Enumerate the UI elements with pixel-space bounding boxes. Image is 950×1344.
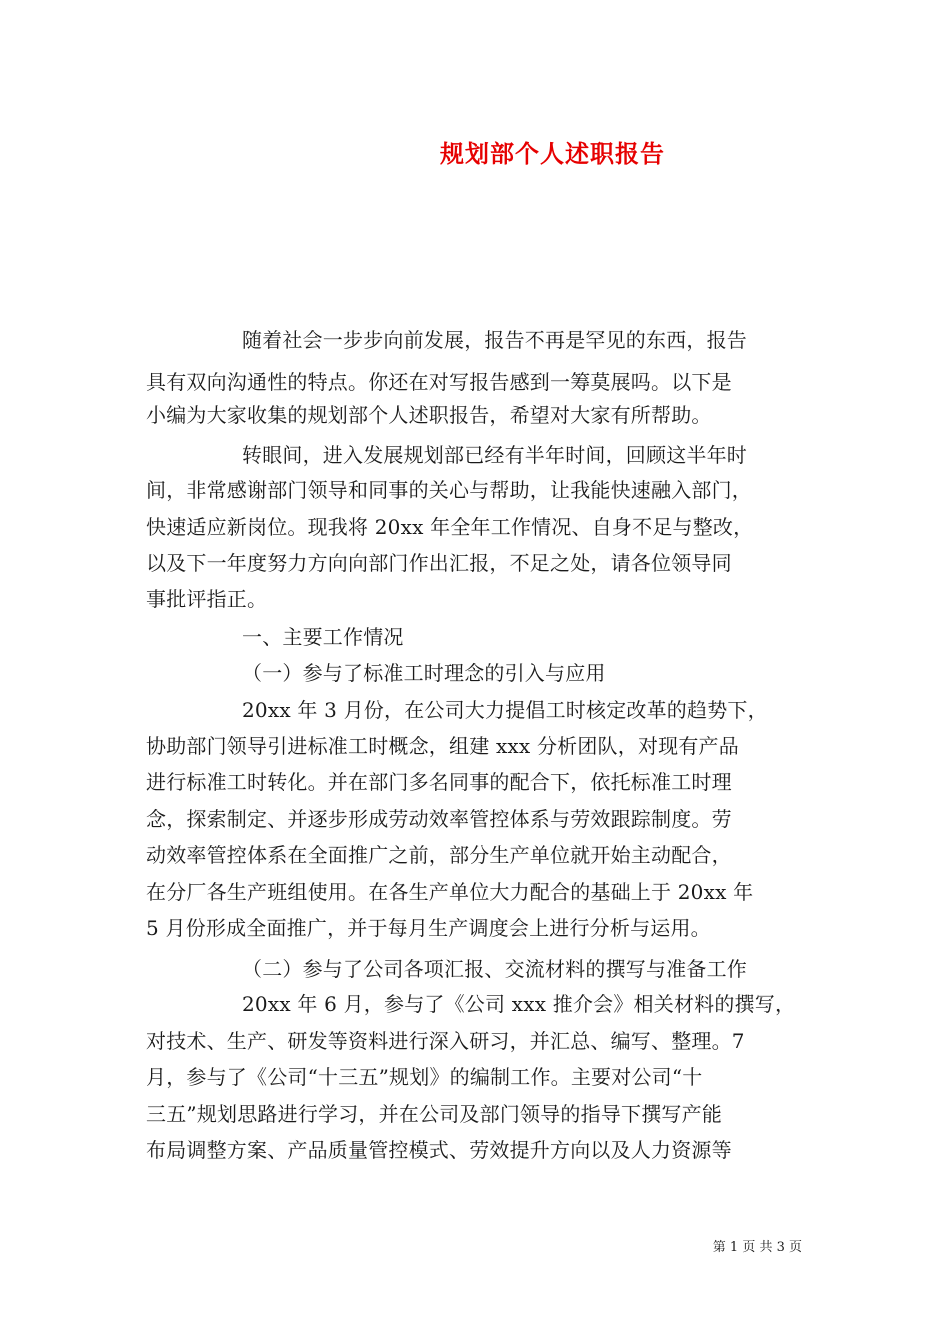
page-number-footer: 第 1 页 共 3 页 — [712, 1240, 802, 1255]
document-title: 规划部个人述职报告 — [440, 139, 665, 168]
section-heading: 一、主要工作情况 — [242, 625, 404, 649]
body-line: 具有双向沟通性的特点。你还在对写报告感到一筹莫展吗。以下是 — [146, 370, 732, 394]
body-line: 5 月份形成全面推广，并于每月生产调度会上进行分析与运用。 — [146, 916, 711, 940]
body-line: 20xx 年 3 月份，在公司大力提倡工时核定改革的趋势下， — [242, 698, 768, 722]
body-line: 快速适应新岗位。现我将 20xx 年全年工作情况、自身不足与整改， — [146, 515, 754, 539]
body-line: 动效率管控体系在全面推广之前，部分生产单位就开始主动配合， — [146, 843, 732, 867]
subsection-heading: （一）参与了标准工时理念的引入与应用 — [242, 661, 606, 685]
subsection-heading: （二）参与了公司各项汇报、交流材料的撰写与准备工作 — [242, 957, 747, 981]
body-line: 月，参与了《公司“十三五”规划》的编制工作。主要对公司“十 — [146, 1065, 703, 1089]
body-line: 布局调整方案、产品质量管控模式、劳效提升方向以及人力资源等 — [146, 1138, 732, 1162]
body-line: 随着社会一步步向前发展，报告不再是罕见的东西，报告 — [242, 328, 747, 352]
body-line: 间，非常感谢部门领导和同事的关心与帮助，让我能快速融入部门， — [146, 478, 752, 502]
body-line: 三五”规划思路进行学习，并在公司及部门领导的指导下撰写产能 — [146, 1102, 723, 1126]
body-line: 小编为大家收集的规划部个人述职报告，希望对大家有所帮助。 — [146, 403, 712, 427]
body-line: 转眼间，进入发展规划部已经有半年时间，回顾这半年时 — [242, 443, 747, 467]
body-line: 事批评指正。 — [146, 587, 268, 611]
body-line: 在分厂各生产班组使用。在各生产单位大力配合的基础上于 20xx 年 — [146, 880, 754, 904]
body-line: 协助部门领导引进标准工时概念，组建 xxx 分析团队，对现有产品 — [146, 734, 739, 758]
body-line: 进行标准工时转化。并在部门多名同事的配合下，依托标准工时理 — [146, 770, 732, 794]
body-line: 以及下一年度努力方向向部门作出汇报，不足之处，请各位领导同 — [146, 551, 732, 575]
body-line: 20xx 年 6 月，参与了《公司 xxx 推介会》相关材料的撰写， — [242, 992, 796, 1016]
body-line: 对技术、生产、研发等资料进行深入研习，并汇总、编写、整理。7 — [146, 1029, 745, 1053]
body-line: 念，探索制定、并逐步形成劳动效率管控体系与劳效跟踪制度。劳 — [146, 807, 732, 831]
